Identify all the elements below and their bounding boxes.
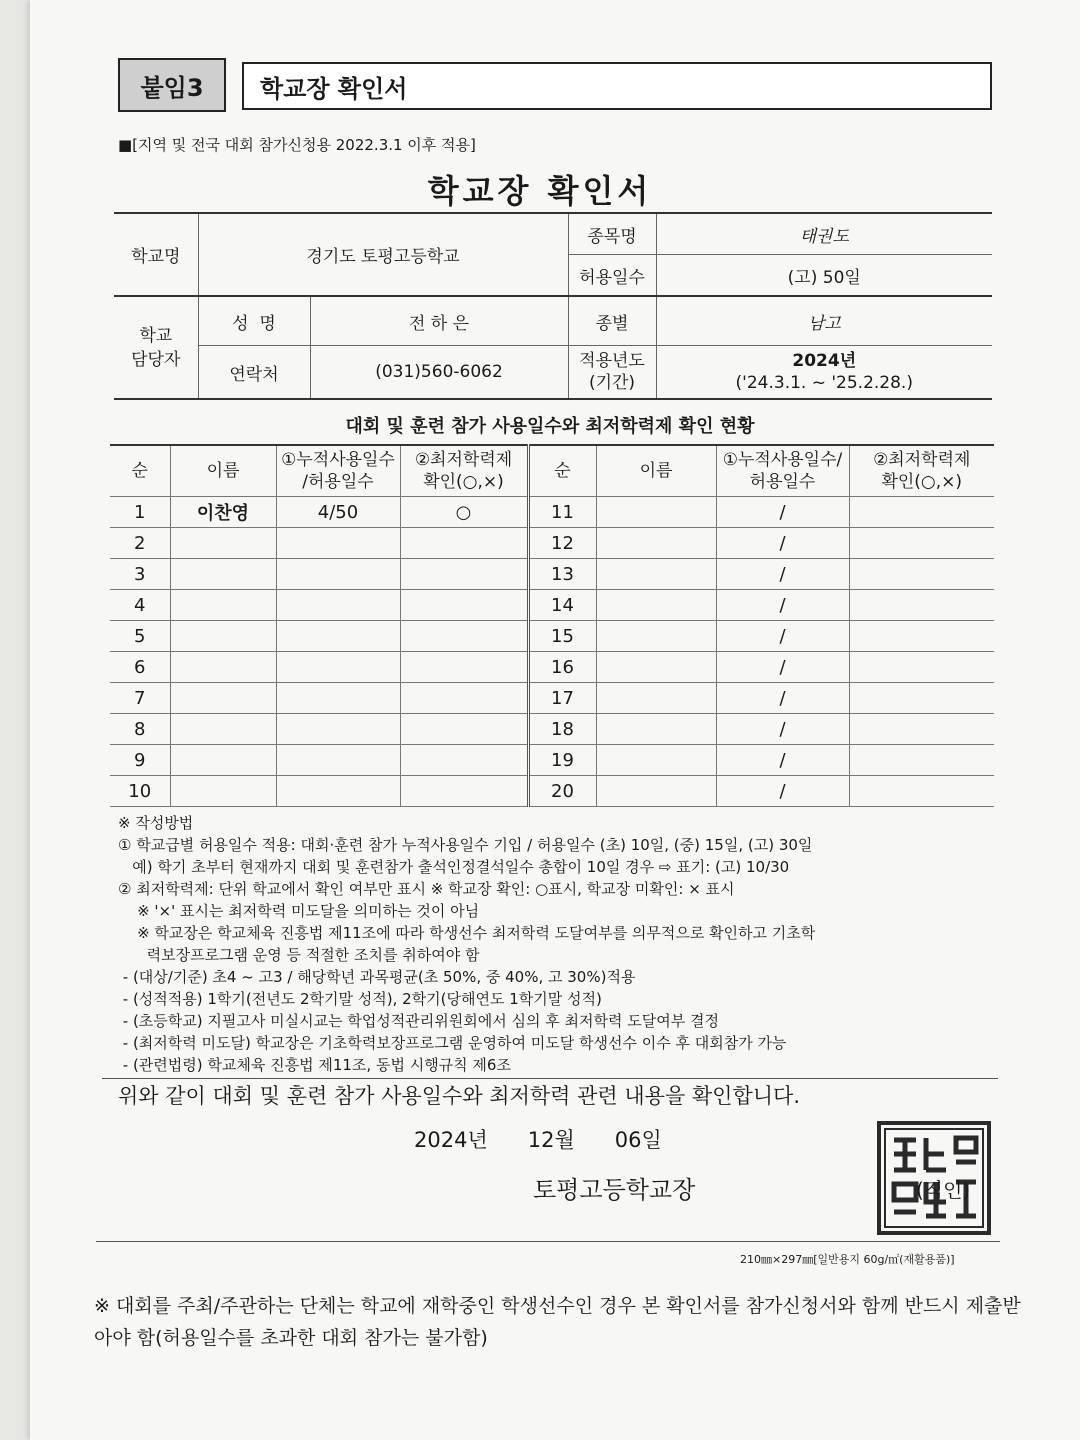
period-value: ('24.3.1. ~ '25.2.28.) [735,373,913,393]
date-year: 2024년 [414,1128,488,1152]
page-title: 학교장 확인서 [427,172,653,210]
gender-value: 남고 [656,296,992,346]
note-line: - (대상/기준) 초4 ~ 고3 / 해당학년 과목평균(초 50%, 중 40%, 고 30%)적용 [118,968,636,986]
row-name [170,559,276,590]
row-check-right [849,497,994,528]
divider [102,1078,998,1079]
row-name [170,590,276,621]
row-no-right: 12 [528,528,596,559]
row-days [276,621,400,652]
row-name-right [596,497,716,528]
row-days-right: / [716,652,849,683]
note-line: ※ '×' 표시는 최저학력 미도달을 의미하는 것이 아님 [118,902,480,920]
allowed-days-value: (고) 50일 [656,255,992,297]
table-row [110,652,994,683]
header-title-box: 학교장 확인서 [242,62,992,110]
row-no-right: 19 [528,745,596,776]
row-check [400,559,528,590]
row-check-right [849,652,994,683]
year-value: 2024년 [792,351,857,371]
allowed-days-label: 허용일수 [568,255,656,297]
header-no-right: 순 [528,445,596,497]
manager-label: 학교 담당자 [114,296,198,399]
row-no-right: 14 [528,590,596,621]
row-no: 1 [110,497,170,528]
row-name [170,528,276,559]
event-label: 종목명 [568,213,656,255]
row-days [276,745,400,776]
confirmation-statement: 위와 같이 대회 및 훈련 참가 사용일수와 최저학력 관련 내용을 확인합니다. [118,1084,801,1108]
contact-value: (031)560-6062 [310,346,568,400]
header-name: 이름 [170,445,276,497]
info-table [114,212,992,400]
row-no: 8 [110,714,170,745]
row-check-right [849,683,994,714]
row-name [170,621,276,652]
table-row [110,590,994,621]
table-row [110,683,994,714]
principal-name: 토평고등학교장 [533,1176,696,1204]
row-days [276,714,400,745]
row-check [400,714,528,745]
row-days-right: / [716,776,849,807]
note-line: - (관련법령) 학교체육 진흥법 제11조, 동법 시행규칙 제6조 [118,1056,511,1074]
row-no-right: 15 [528,621,596,652]
row-check [400,590,528,621]
row-days-right: / [716,590,849,621]
row-check [400,683,528,714]
row-days [276,590,400,621]
row-no: 6 [110,652,170,683]
row-check-right [849,714,994,745]
row-no: 10 [110,776,170,807]
table-row [110,776,994,807]
note-line: 력보장프로그램 운영 등 적절한 조치를 취하여야 함 [118,946,480,964]
row-check-right [849,590,994,621]
row-check [400,745,528,776]
note-line: - (성적적용) 1학기(전년도 2학기말 성적), 2학기(당해연도 1학기말 성적) [118,990,602,1008]
row-name [170,714,276,745]
row-no-right: 18 [528,714,596,745]
row-days: 4/50 [276,497,400,528]
row-days-right: / [716,745,849,776]
header-days-right: ①누적사용일수/ 허용일수 [716,445,849,497]
header-no: 순 [110,445,170,497]
school-value: 경기도 토평고등학교 [198,213,568,296]
note-line: 예) 학기 초부터 현재까지 대회 및 훈련참가 출석인정결석일수 총합이 10일 경우 ⇨ 표기: (고) 10/30 [118,858,790,876]
table-row [110,528,994,559]
row-check-right [849,528,994,559]
row-days-right: / [716,683,849,714]
row-check [400,776,528,807]
seal-label: (직인) [916,1178,971,1202]
row-name [170,745,276,776]
bottom-divider [96,1241,1000,1242]
header-days: ①누적사용일수 /허용일수 [276,445,400,497]
table-row [110,497,994,528]
contact-label: 연락처 [198,346,310,400]
row-name-right [596,683,716,714]
row-name-right [596,714,716,745]
footer-notice: ※ 대회를 주최/주관하는 단체는 학교에 재학중인 학생선수인 경우 본 확인서를 참가신청서와 함께 반드시 제출받아야 함(허용일수를 초과한 대회 참가는 불가함) [94,1295,1021,1349]
note-line: - (최저학력 미도달) 학교장은 기초학력보장프로그램 운영하여 미도달 학생선수 이수 후 대회참가 가능 [118,1034,787,1052]
row-check-right [849,559,994,590]
year-cell [656,346,992,400]
row-days-right: / [716,621,849,652]
row-check [400,621,528,652]
school-label: 학교명 [114,213,198,296]
table-row [110,621,994,652]
row-days [276,683,400,714]
table-row [110,559,994,590]
header-check: ②최저학력제 확인(○,×) [400,445,528,497]
row-no: 7 [110,683,170,714]
row-no: 2 [110,528,170,559]
row-no: 4 [110,590,170,621]
row-days-right: / [716,528,849,559]
gender-label: 종별 [568,296,656,346]
attachment-badge: 붙임3 [118,58,226,112]
row-no: 9 [110,745,170,776]
row-check [400,652,528,683]
row-no-right: 20 [528,776,596,807]
row-name-right [596,590,716,621]
event-value: 태권도 [656,213,992,255]
row-name-right [596,621,716,652]
row-days [276,652,400,683]
row-name-right [596,745,716,776]
row-days-right: / [716,559,849,590]
note-line: ① 학교급별 허용일수 적용: 대회·훈련 참가 누적사용일수 기입 / 허용일수 (초) 10일, (중) 15일, (고) 30일 [118,836,813,854]
issue-date [414,1124,702,1154]
date-day: 06일 [614,1128,662,1152]
row-days-right: / [716,497,849,528]
row-days [276,528,400,559]
row-days-right: / [716,714,849,745]
row-no: 5 [110,621,170,652]
table-row [110,714,994,745]
row-days [276,776,400,807]
instructions [118,812,998,1076]
row-name-right [596,776,716,807]
row-name [170,652,276,683]
note-line: ※ 작성방법 [118,814,194,832]
year-label: 적용년도 (기간) [568,346,656,400]
section-title: 대회 및 훈련 참가 사용일수와 최저학력제 확인 현황 [345,416,755,437]
row-name-right [596,559,716,590]
table-row [110,745,994,776]
row-check [400,528,528,559]
row-no: 3 [110,559,170,590]
row-name [170,776,276,807]
header-name-right: 이름 [596,445,716,497]
row-no-right: 11 [528,497,596,528]
row-no-right: 13 [528,559,596,590]
row-name-right [596,652,716,683]
row-no-right: 17 [528,683,596,714]
row-name-right [596,528,716,559]
header-check-right: ②최저학력제 확인(○,×) [849,445,994,497]
name-label: 성 명 [198,296,310,346]
note-line: - (초등학교) 지필고사 미실시교는 학업성적관리위원회에서 심의 후 최저학력 도달여부 결정 [118,1012,719,1030]
date-month: 12월 [527,1128,575,1152]
note-line: ② 최저학력제: 단위 학교에서 확인 여부만 표시 ※ 학교장 확인: ○표시, 학교장 미확인: × 표시 [118,880,735,898]
name-value: 전 하 은 [310,296,568,346]
row-days [276,559,400,590]
row-check-right [849,621,994,652]
roster-table [110,444,994,807]
note-line: ※ 학교장은 학교체육 진흥법 제11조에 따라 학생선수 최저학력 도달여부를 의무적으로 확인하고 기초학 [118,924,816,942]
row-check: ○ [400,497,528,528]
row-no-right: 16 [528,652,596,683]
paper-spec: 210㎜×297㎜[일반용지 60g/㎡(재활용품)] [740,1253,955,1266]
application-notice: ■[지역 및 전국 대회 참가신청용 2022.3.1 이후 적용] [118,136,476,154]
row-check-right [849,745,994,776]
row-check-right [849,776,994,807]
row-name [170,683,276,714]
row-name: 이찬영 [170,497,276,528]
